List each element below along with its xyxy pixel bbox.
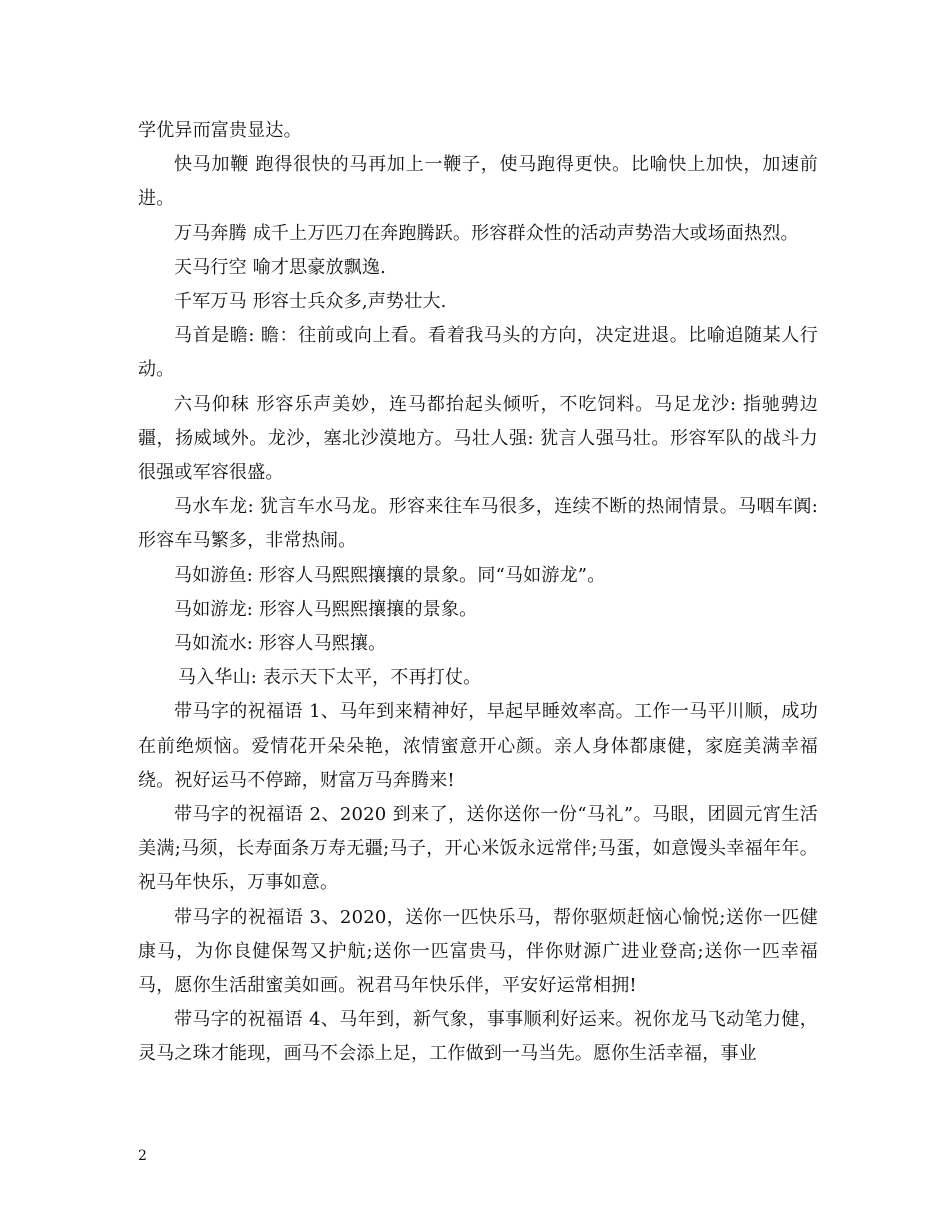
paragraph: 马如流水: 形容人马熙攘。 (174, 633, 387, 655)
paragraph: 马如游鱼: 形容人马熙熙攘攘的景象。同“马如游龙”。 (174, 564, 606, 586)
paragraph: 万马奔腾 成千上万匹刀在奔跑腾跃。形容群众性的活动声势浩大或场面热烈。 (174, 222, 799, 244)
page-number: 2 (138, 1148, 147, 1164)
paragraph: 带马字的祝福语 2、2020 到来了，送你送你一份“马礼”。马眼，团圆元宵生活美满;马须，长寿面条万寿无疆;马子，开心米饭永远常伴;马蛋，如意馒头幸福年年。祝马年快乐，万事如意。 (138, 804, 818, 894)
paragraph: 带马字的祝福语 4、马年到，新气象，事事顺利好运来。祝你龙马飞动笔力健，灵马之珠才能现，画马不会添上足，工作做到一马当先。愿你生活幸福，事业 (138, 1009, 818, 1065)
paragraph: 带马字的祝福语 3、2020，送你一匹快乐马，帮你驱烦赶恼心愉悦;送你一匹健康马，为你良健保驾又护航;送你一匹富贵马，伴你财源广进业登高;送你一匹幸福马，愿你生活甜蜜美如画。祝君马年快乐伴，平安好运常相拥! (138, 906, 818, 997)
paragraph: 马首是瞻: 瞻：往前或向上看。看着我马头的方向，决定进退。比喻追随某人行动。 (138, 325, 818, 381)
paragraph: 千军万马 形容士兵众多,声势壮大. (174, 291, 447, 313)
paragraph: 天马行空 喻才思豪放飘逸. (174, 256, 387, 278)
paragraph: 六马仰秣 形容乐声美妙，连马都抬起头倾听，不吃饲料。马足龙沙: 指驰骋边疆，扬威域外。龙沙，塞北沙漠地方。马壮人强: 犹言人强马壮。形容军队的战斗力很强或军容很盛。 (138, 393, 818, 484)
paragraph: 马水车龙: 犹言车水马龙。形容来往车马很多，连续不断的热闹情景。马咽车阗: 形容车马繁多，非常热闹。 (138, 496, 818, 552)
paragraph: 快马加鞭 跑得很快的马再加上一鞭子，使马跑得更快。比喻快上加快，加速前进。 (138, 154, 818, 210)
body-text (138, 114, 818, 1072)
paragraph: 马入华山: 表示天下太平，不再打仗。 (178, 667, 482, 689)
paragraph: 学优异而富贵显达。 (138, 120, 302, 141)
paragraph: 马如游龙: 形容人马熙熙攘攘的景象。 (174, 598, 478, 620)
paragraph: 带马字的祝福语 1、马年到来精神好，早起早睡效率高。工作一马平川顺，成功在前绝烦恼。爱情花开朵朵艳，浓情蜜意开心颜。亲人身体都康健，家庭美满幸福绕。祝好运马不停蹄，财富万马奔腾来! (138, 701, 818, 791)
